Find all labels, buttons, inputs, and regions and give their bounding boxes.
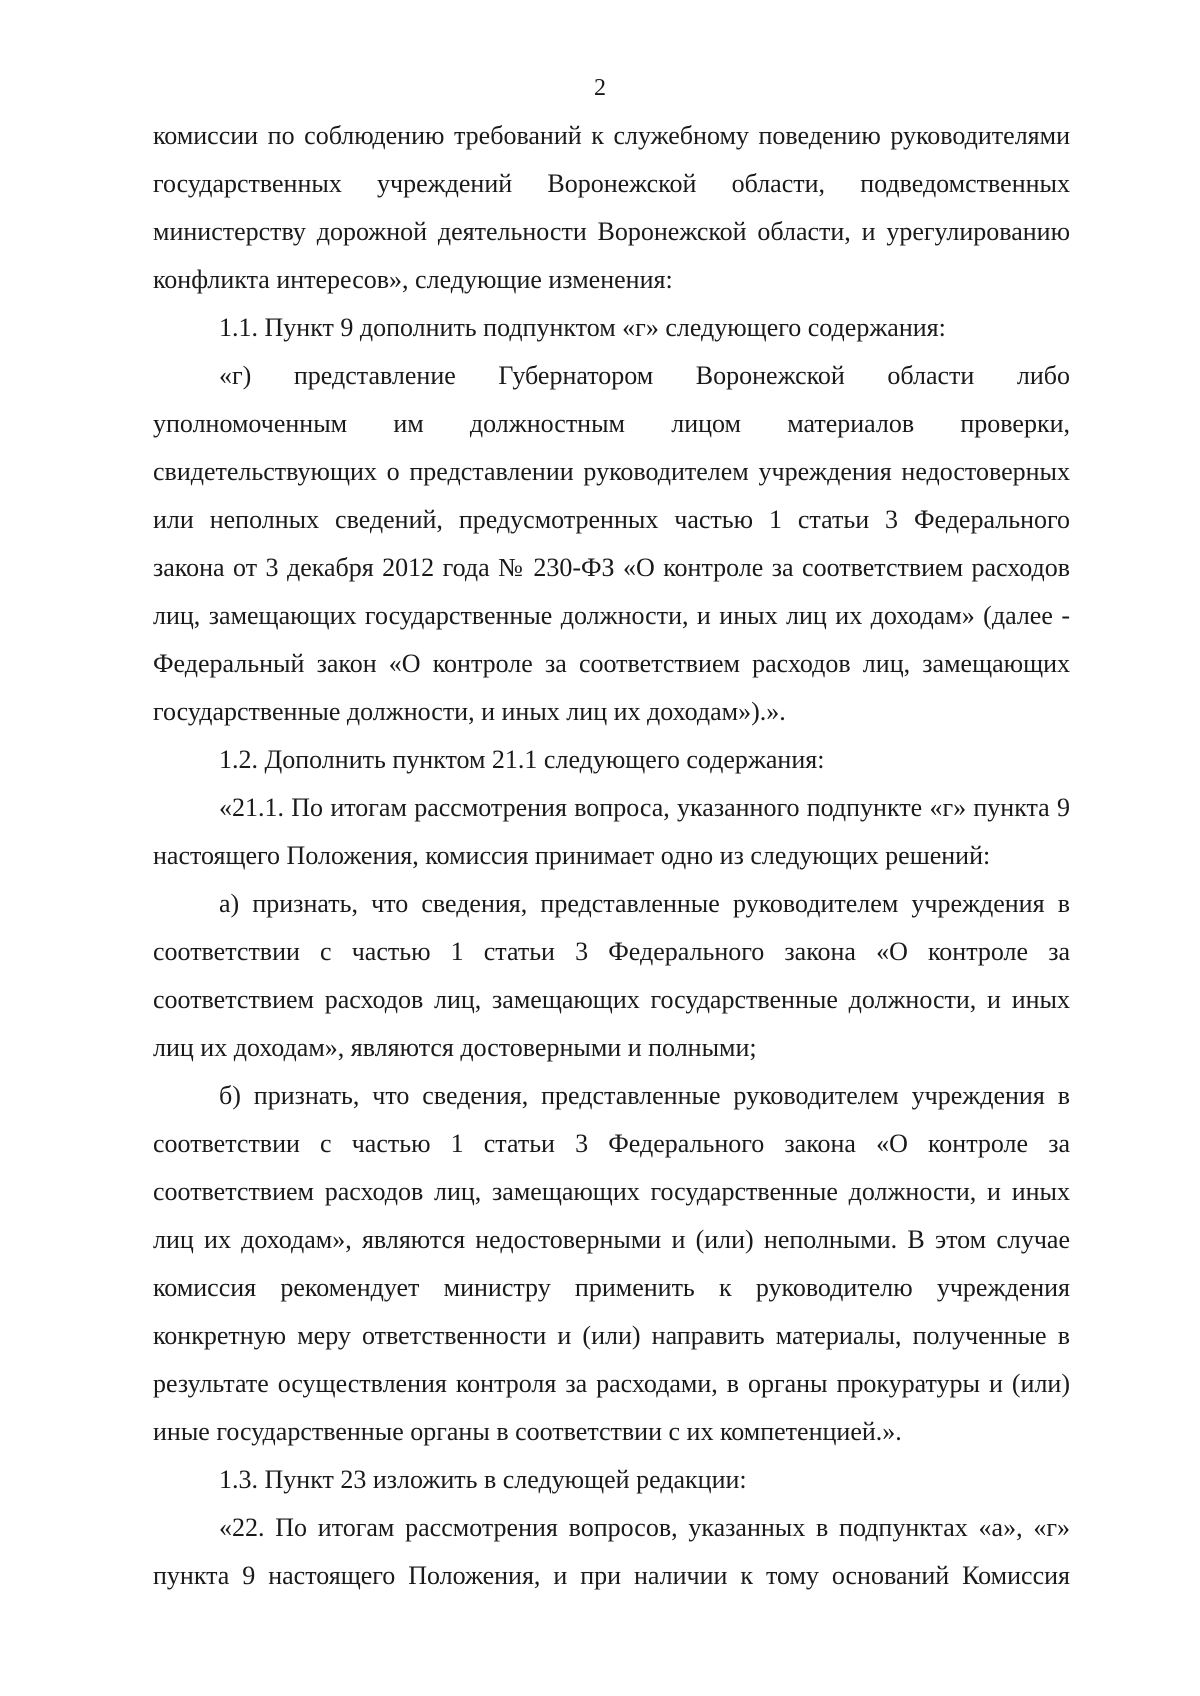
paragraph-subitem-g: «г) представление Губернатором Воронежской области либо уполномоченным им должностным лицом материалов проверки, свидетельствующих о представлении руководителем учреждения недостоверных или неполных сведений, предусмотренных частью 1 статьи 3 Федерального закона от 3 декабря 2012 года № 230-ФЗ «О контроле за соответствием расходов лиц, замещающих государственные должности, и иных лиц их доходам» (далее - Федеральный закон «О контроле за соответствием расходов лиц, замещающих государственные должности, и иных лиц их доходам»).».: [153, 361, 1070, 726]
page-number: 2: [594, 75, 606, 101]
paragraph-item-1-2: 1.2. Дополнить пунктом 21.1 следующего содержания:: [219, 745, 825, 774]
paragraph-decision-b: б) признать, что сведения, представленные руководителем учреждения в соответствии с частью 1 статьи 3 Федерального закона «О контроле за соответствием расходов лиц, замещающих государственные должности, и иных лиц их доходам», являются недостоверными и (или) неполными. В этом случае комиссия рекомендует министру применить к руководителю учреждения конкретную меру ответственности и (или) направить материалы, полученные в результате осуществления контроля за расходами, в органы прокуратуры и (или) иные государственные органы в соответствии с их компетенцией.».: [153, 1081, 1070, 1446]
paragraph-item-1-3: 1.3. Пункт 23 изложить в следующей редакции:: [219, 1465, 747, 1494]
paragraph-decision-a: а) признать, что сведения, представленные руководителем учреждения в соответствии с частью 1 статьи 3 Федерального закона «О контроле за соответствием расходов лиц, замещающих государственные должности, и иных лиц их доходам», являются достоверными и полными;: [153, 889, 1070, 1062]
paragraph-item-22: «22. По итогам рассмотрения вопросов, указанных в подпунктах «а», «г» пункта 9 настоящего Положения, и при наличии к тому оснований Комиссия: [153, 1513, 1070, 1590]
document-body: [153, 112, 1070, 1600]
paragraph-intro-continuation: комиссии по соблюдению требований к служебному поведению руководителями государственных учреждений Воронежской области, подведомственных министерству дорожной деятельности Воронежской области, и урегулированию конфликта интересов», следующие изменения:: [153, 121, 1070, 294]
paragraph-item-1-1: 1.1. Пункт 9 дополнить подпунктом «г» следующего содержания:: [219, 313, 946, 342]
paragraph-item-21-1: «21.1. По итогам рассмотрения вопроса, указанного подпункте «г» пункта 9 настоящего Положения, комиссия принимает одно из следующих решений:: [153, 793, 1070, 870]
